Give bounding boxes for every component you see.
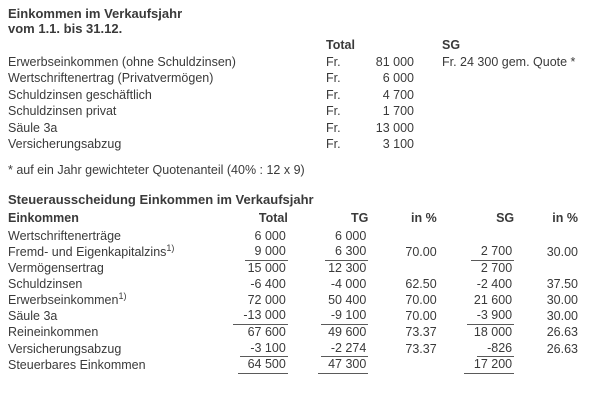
section2-table-body	[8, 229, 584, 374]
row-sg: -2 400	[476, 276, 513, 291]
column-header-sg: SG	[496, 211, 515, 225]
footnote-marker: 1)	[166, 243, 175, 254]
table-row	[8, 308, 584, 325]
table-row	[8, 261, 584, 277]
column-header-in-prozent-tg: in %	[410, 211, 437, 225]
row-pct-tg	[374, 229, 442, 245]
row-sg: -826	[443, 341, 520, 358]
section2-table	[8, 211, 584, 374]
row-sg: 2 700	[480, 261, 513, 276]
row-label	[8, 290, 214, 309]
row-label-text: Fremd- und Eigenkapitalzins	[8, 245, 167, 260]
row-total: -6 400	[250, 276, 286, 291]
row-sg: 17 200	[443, 357, 520, 374]
row-amount: 1 700	[382, 104, 414, 118]
row-pct-sg	[520, 229, 584, 245]
row-label	[8, 277, 214, 293]
row-amount: 6 000	[382, 71, 414, 85]
row-total: -13 000	[214, 308, 294, 325]
section1-header-total: Total	[326, 38, 355, 52]
table-row	[8, 357, 584, 374]
row-pct-tg	[374, 261, 442, 277]
row-label	[8, 261, 214, 277]
row-sg	[414, 104, 575, 121]
row-sg	[414, 137, 575, 154]
row-pct-tg: 70.00	[405, 245, 437, 260]
table-row	[8, 244, 584, 261]
row-total: 67 600	[247, 324, 286, 339]
row-tg: -4 000	[330, 276, 367, 291]
row-label-text: Steuerbares Einkommen	[8, 358, 146, 373]
row-pct-sg	[520, 261, 584, 277]
section1-header-row	[8, 38, 575, 55]
row-tg: 12 300	[328, 261, 367, 276]
row-total: 6 000	[254, 228, 286, 243]
row-label	[8, 341, 214, 358]
row-label	[8, 308, 214, 325]
row-pct-sg: 37.50	[546, 276, 578, 291]
row-label	[8, 244, 214, 261]
row-pct-sg: 30.00	[546, 245, 578, 260]
row-tg: -9 100	[294, 308, 375, 325]
row-tg: -2 274	[294, 341, 375, 358]
row-sg: -3 900	[443, 308, 520, 325]
section1-table-body	[8, 38, 575, 154]
row-pct-tg: 73.37	[405, 341, 437, 356]
row-total: 64 500	[214, 357, 294, 374]
table-row	[8, 121, 575, 138]
row-pct-sg: 26.63	[546, 324, 578, 339]
section1-header-sg: SG	[442, 38, 461, 52]
row-tg: 50 400	[328, 292, 367, 307]
row-total: -3 100	[214, 341, 294, 358]
row-sg: Fr. 24 300 gem. Quote *	[442, 54, 576, 69]
row-tg: 6 300	[294, 244, 375, 261]
section1-footnote: * auf ein Jahr gewichteter Quotenanteil (40% : 12 x 9)	[8, 162, 305, 177]
row-amount: 81 000	[375, 54, 414, 69]
column-header-einkommen: Einkommen	[8, 211, 79, 225]
row-currency: Fr.	[326, 71, 341, 85]
row-label-text: Vermögensertrag	[8, 261, 104, 276]
row-pct-tg: 62.50	[405, 276, 437, 291]
row-label: Schuldzinsen privat	[8, 104, 117, 118]
section1-table	[8, 38, 575, 154]
row-label	[8, 357, 214, 374]
row-sg	[443, 229, 520, 245]
row-label	[8, 325, 214, 341]
table-row	[8, 229, 584, 245]
row-currency: Fr.	[326, 137, 341, 151]
row-tg: 47 300	[294, 357, 375, 374]
table-row	[8, 55, 575, 72]
row-label: Schuldzinsen geschäftlich	[8, 87, 152, 102]
table-row	[8, 341, 584, 358]
table-row	[8, 137, 575, 154]
footnote-marker: 1)	[118, 290, 127, 301]
row-label: Versicherungsabzug	[8, 137, 122, 151]
row-currency: Fr.	[326, 87, 341, 102]
row-sg	[414, 88, 575, 105]
section1-title	[8, 6, 606, 36]
row-pct-sg: 26.63	[546, 341, 578, 356]
row-sg: 2 700	[443, 244, 520, 261]
row-tg: 6 000	[335, 228, 367, 243]
row-currency: Fr.	[326, 120, 341, 135]
row-pct-sg	[520, 357, 584, 374]
table-row	[8, 104, 575, 121]
row-pct-tg: 70.00	[405, 292, 437, 307]
row-label: Erwerbseinkommen (ohne Schuldzinsen)	[8, 54, 236, 69]
section-einkommen-verkaufsjahr	[8, 6, 606, 178]
row-total: 15 000	[247, 261, 286, 276]
row-amount: 3 100	[382, 137, 414, 151]
column-header-in-prozent-sg: in %	[552, 211, 578, 225]
row-label	[8, 229, 214, 245]
row-tg: 49 600	[328, 324, 367, 339]
table-row	[8, 293, 584, 309]
row-label-text: Reineinkommen	[8, 324, 99, 339]
section2-table-head	[8, 211, 584, 229]
table-row	[8, 88, 575, 105]
row-sg	[414, 121, 575, 138]
row-amount: 4 700	[382, 87, 414, 102]
table-row	[8, 277, 584, 293]
row-label-text: Versicherungsabzug	[8, 341, 122, 356]
row-sg: 21 600	[473, 292, 513, 307]
column-header-tg: TG	[350, 211, 369, 225]
table-row	[8, 325, 584, 341]
table-row	[8, 71, 575, 88]
row-label-text: Schuldzinsen	[8, 276, 83, 291]
row-label-text: Erwerbseinkommen	[8, 292, 119, 307]
section2-header-row	[8, 211, 584, 229]
column-header-total: Total	[258, 211, 288, 225]
row-total: 9 000	[214, 244, 294, 261]
row-pct-sg: 30.00	[546, 309, 578, 324]
row-pct-tg: 73.37	[405, 324, 437, 339]
row-pct-tg	[374, 357, 442, 374]
section1-title-line1: Einkommen im Verkaufsjahr	[8, 6, 183, 21]
row-label: Säule 3a	[8, 120, 58, 135]
section1-title-line2: vom 1.1. bis 31.12.	[8, 21, 123, 36]
row-currency: Fr.	[326, 104, 341, 118]
row-sg	[414, 71, 575, 88]
row-label-text: Wertschriftenerträge	[8, 228, 122, 243]
section-steuerausscheidung	[8, 192, 606, 374]
row-label: Wertschriftenertrag (Privatvermögen)	[8, 71, 214, 85]
row-label-text: Säule 3a	[8, 309, 58, 324]
row-pct-sg: 30.00	[546, 292, 578, 307]
row-amount: 13 000	[375, 120, 414, 135]
section2-title: Steuerausscheidung Einkommen im Verkaufsjahr	[8, 192, 314, 207]
row-sg: 18 000	[473, 324, 513, 339]
row-pct-tg: 70.00	[405, 309, 437, 324]
row-currency: Fr.	[326, 54, 341, 69]
row-total: 72 000	[247, 292, 286, 307]
section1-header-spacer	[8, 38, 326, 55]
